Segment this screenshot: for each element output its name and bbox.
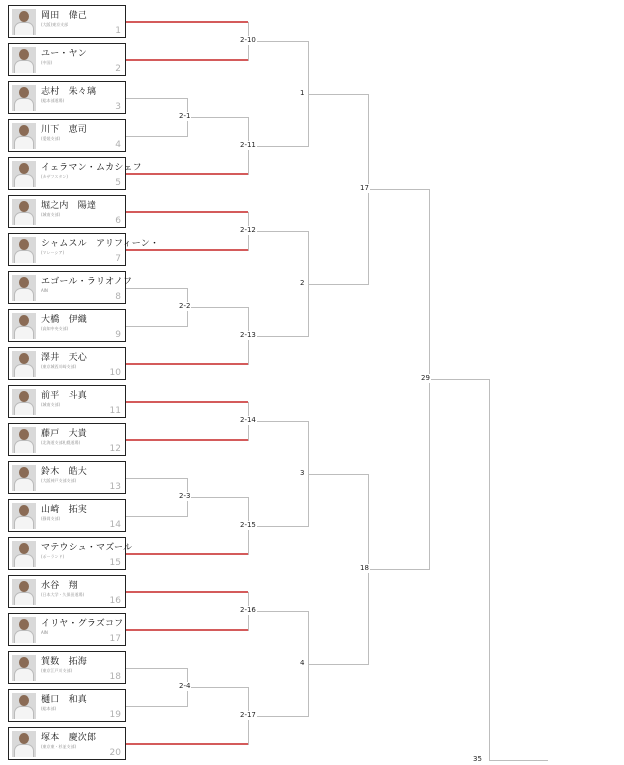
player-affiliation: (カザフスタン) [41, 174, 68, 179]
match-number: 2-17 [240, 711, 256, 719]
player-affiliation: (マレーシア) [41, 250, 65, 255]
player-photo [12, 731, 36, 757]
match-number: 2 [300, 279, 305, 287]
player-card[interactable] [8, 119, 126, 152]
bracket-line [308, 94, 368, 95]
player-seed: 14 [109, 520, 121, 530]
bracket-line [126, 21, 248, 23]
player-seed: 7 [115, 254, 121, 264]
bracket-line [126, 439, 248, 441]
match-number: 18 [360, 564, 369, 572]
bracket-line [126, 553, 248, 555]
player-name: 前平 斗真 [41, 391, 88, 401]
match-number: 29 [421, 374, 430, 382]
bracket-line [126, 288, 187, 289]
bracket-line [489, 379, 490, 761]
bracket-line [248, 41, 308, 42]
photo-head [19, 429, 29, 440]
player-photo [12, 541, 36, 567]
player-name: ユー・ヤン [41, 49, 87, 59]
bracket-line [126, 211, 248, 213]
bracket-line [126, 668, 187, 669]
photo-head [19, 657, 29, 668]
photo-body [14, 60, 34, 73]
bracket-line [368, 189, 429, 190]
player-photo [12, 693, 36, 719]
player-card[interactable] [8, 347, 126, 380]
player-card[interactable] [8, 5, 126, 38]
photo-body [14, 440, 34, 453]
player-photo [12, 85, 36, 111]
player-card[interactable] [8, 385, 126, 418]
match-number: 3 [300, 469, 305, 477]
photo-body [14, 136, 34, 149]
player-affiliation: AIN [41, 288, 48, 293]
bracket-line [187, 687, 248, 688]
player-photo [12, 161, 36, 187]
bracket-line [248, 716, 308, 717]
bracket-line [187, 117, 248, 118]
photo-head [19, 163, 29, 174]
photo-body [14, 516, 34, 529]
photo-head [19, 695, 29, 706]
bracket-line [126, 629, 248, 631]
match-number: 4 [300, 659, 305, 667]
photo-body [14, 22, 34, 35]
player-affiliation: (愛媛支部) [41, 136, 61, 141]
bracket-line [489, 760, 548, 761]
bracket-line [308, 284, 368, 285]
bracket-line [126, 59, 248, 61]
player-name: 岡田 偉己 [41, 11, 88, 21]
player-card[interactable] [8, 499, 126, 532]
photo-head [19, 619, 29, 630]
player-photo [12, 351, 36, 377]
photo-head [19, 87, 29, 98]
bracket-line [126, 401, 248, 403]
player-card[interactable] [8, 81, 126, 114]
photo-head [19, 125, 29, 136]
bracket-line [126, 326, 187, 327]
player-seed: 13 [109, 482, 121, 492]
player-name: 藤戸 大貴 [41, 429, 88, 439]
bracket-line [187, 497, 248, 498]
player-name: 賀数 拓海 [41, 657, 88, 667]
player-affiliation: (総本部) [41, 706, 57, 711]
bracket-line [126, 173, 248, 175]
player-seed: 18 [109, 672, 121, 682]
player-affiliation: (大阪神戸支部支部) [41, 478, 77, 483]
photo-body [14, 364, 34, 377]
photo-body [14, 478, 34, 491]
photo-head [19, 733, 29, 744]
bracket-line [429, 379, 489, 380]
player-affiliation: (ポーランド) [41, 554, 65, 559]
player-card[interactable] [8, 423, 126, 456]
photo-body [14, 592, 34, 605]
photo-body [14, 212, 34, 225]
photo-body [14, 174, 34, 187]
player-name: 樋口 和真 [41, 695, 88, 705]
player-seed: 5 [115, 178, 121, 188]
photo-body [14, 706, 34, 719]
match-number: 2-2 [179, 302, 191, 310]
player-photo [12, 503, 36, 529]
player-card[interactable] [8, 537, 133, 570]
photo-head [19, 543, 29, 554]
bracket-line [126, 478, 187, 479]
player-name: エゴール・ラリオノフ [41, 277, 133, 287]
bracket-line [126, 743, 248, 745]
photo-head [19, 239, 29, 250]
bracket-line [248, 231, 308, 232]
photo-body [14, 668, 34, 681]
photo-body [14, 402, 34, 415]
photo-body [14, 98, 34, 111]
player-card[interactable] [8, 157, 142, 190]
player-photo [12, 427, 36, 453]
player-affiliation: (大阪)東京支部 [41, 22, 69, 27]
match-number: 2-3 [179, 492, 191, 500]
player-seed: 6 [115, 216, 121, 226]
player-affiliation: (静岡支部) [41, 516, 61, 521]
player-name: シャムスル アリフィーン・ [41, 239, 160, 249]
player-seed: 9 [115, 330, 121, 340]
player-affiliation: (城南支部) [41, 402, 61, 407]
photo-head [19, 353, 29, 364]
bracket-line [248, 611, 308, 612]
photo-body [14, 554, 34, 567]
bracket-line [126, 136, 187, 137]
player-affiliation: (総本部道場) [41, 98, 65, 103]
player-name: 堀之内 陽達 [41, 201, 97, 211]
player-seed: 4 [115, 140, 121, 150]
player-affiliation: (日本大学・久保田道場) [41, 592, 85, 597]
player-seed: 10 [109, 368, 121, 378]
photo-head [19, 277, 29, 288]
photo-head [19, 11, 29, 22]
player-affiliation: (高知中央支部) [41, 326, 69, 331]
photo-head [19, 315, 29, 326]
bracket-line [308, 474, 368, 475]
photo-body [14, 744, 34, 757]
player-name: 山崎 拓実 [41, 505, 88, 515]
photo-head [19, 201, 29, 212]
photo-body [14, 326, 34, 339]
player-card[interactable] [8, 727, 126, 760]
player-seed: 17 [109, 634, 121, 644]
bracket-line [126, 591, 248, 593]
player-card[interactable] [8, 651, 126, 684]
player-seed: 2 [115, 64, 121, 74]
player-seed: 3 [115, 102, 121, 112]
player-seed: 19 [109, 710, 121, 720]
bracket-line [126, 516, 187, 517]
photo-head [19, 581, 29, 592]
player-photo [12, 9, 36, 35]
player-photo [12, 389, 36, 415]
bracket-line [308, 664, 368, 665]
photo-head [19, 49, 29, 60]
player-card[interactable] [8, 689, 126, 722]
player-card[interactable] [8, 233, 160, 266]
player-seed: 15 [109, 558, 121, 568]
bracket-line [248, 336, 308, 337]
player-card[interactable] [8, 271, 133, 304]
player-card[interactable] [8, 575, 126, 608]
player-photo [12, 275, 36, 301]
player-photo [12, 313, 36, 339]
match-number: 1 [300, 89, 305, 97]
player-seed: 11 [109, 406, 121, 416]
photo-head [19, 391, 29, 402]
player-affiliation: AIN [41, 630, 48, 635]
player-affiliation: (北海道支部札幌道場) [41, 440, 81, 445]
player-affiliation: (東京城西川崎支部) [41, 364, 77, 369]
player-name: マテウシュ・マズール [41, 543, 133, 553]
bracket-line [248, 526, 308, 527]
match-number: 2-16 [240, 606, 256, 614]
player-name: 澤井 天心 [41, 353, 88, 363]
player-card[interactable] [8, 195, 126, 228]
match-number: 17 [360, 184, 369, 192]
player-card[interactable] [8, 461, 126, 494]
player-photo [12, 655, 36, 681]
bracket-line [187, 307, 248, 308]
player-card[interactable] [8, 309, 126, 342]
player-name: 川下 恵司 [41, 125, 88, 135]
photo-body [14, 288, 34, 301]
bracket-line [248, 421, 308, 422]
player-photo [12, 47, 36, 73]
match-number: 2-11 [240, 141, 256, 149]
bracket-line [126, 249, 248, 251]
player-name: イリヤ・グラズコフ [41, 619, 124, 629]
player-affiliation: (城南支部) [41, 212, 61, 217]
player-seed: 8 [115, 292, 121, 302]
player-seed: 20 [109, 748, 121, 758]
player-photo [12, 465, 36, 491]
bracket-line [126, 363, 248, 365]
player-photo [12, 199, 36, 225]
player-name: 水谷 翔 [41, 581, 78, 591]
player-photo [12, 617, 36, 643]
player-name: 塚本 慶次郎 [41, 733, 97, 743]
player-name: 鈴木 皓大 [41, 467, 88, 477]
bracket-line [368, 569, 429, 570]
match-number: 2-12 [240, 226, 256, 234]
player-card[interactable] [8, 43, 126, 76]
player-photo [12, 123, 36, 149]
match-number: 2-15 [240, 521, 256, 529]
player-seed: 1 [115, 26, 121, 36]
bracket-line [248, 146, 308, 147]
player-seed: 16 [109, 596, 121, 606]
player-card[interactable] [8, 613, 126, 646]
match-number: 2-14 [240, 416, 256, 424]
player-photo [12, 579, 36, 605]
player-name: イェラマン・ムカシェフ [41, 163, 142, 173]
match-number: 2-4 [179, 682, 191, 690]
photo-body [14, 250, 34, 263]
player-affiliation: (東京江戸川支部) [41, 668, 73, 673]
match-number: 35 [473, 755, 482, 763]
player-name: 志村 朱々璃 [41, 87, 97, 97]
match-number: 2-13 [240, 331, 256, 339]
match-number: 2-1 [179, 112, 191, 120]
bracket-line [126, 98, 187, 99]
photo-head [19, 467, 29, 478]
player-seed: 12 [109, 444, 121, 454]
match-number: 2-10 [240, 36, 256, 44]
player-affiliation: (中国) [41, 60, 53, 65]
photo-head [19, 505, 29, 516]
photo-body [14, 630, 34, 643]
player-photo [12, 237, 36, 263]
player-affiliation: (東京東・杉並支部) [41, 744, 77, 749]
bracket-line [126, 706, 187, 707]
player-name: 大橋 伊織 [41, 315, 88, 325]
